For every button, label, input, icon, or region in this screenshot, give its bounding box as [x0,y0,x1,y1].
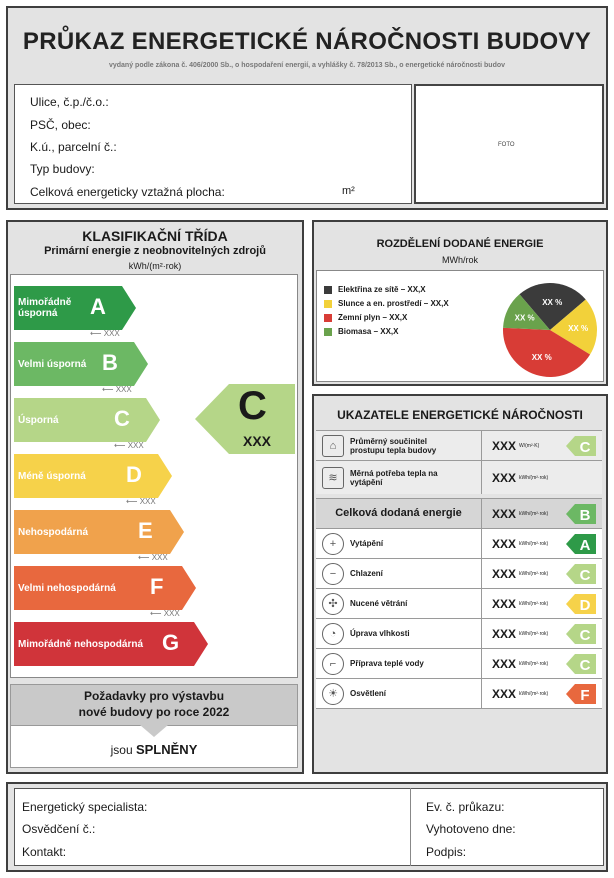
indicator-class-tag [566,436,596,456]
class-name-c: Úsporná [18,414,59,426]
class-threshold-c: ⟵ XXX [114,441,144,450]
indicator-name: Příprava teplé vody [350,659,424,668]
energy-split-unit: MWh/rok [442,255,478,265]
tap-icon: ⌐ [322,653,344,675]
indicator-value: XXX [492,656,517,671]
indicator-class-tag [566,654,596,674]
house-icon: ⌂ [322,435,344,457]
class-arrow-a [14,286,136,330]
class-letter-a: A [90,294,106,319]
class-arrow-b [14,342,148,386]
fan-icon: ✣ [322,593,344,615]
page-title: PRŮKAZ ENERGETICKÉ NÁROČNOSTI BUDOVY [22,28,592,55]
classification-unit: kWh/(m²·rok) [128,261,182,271]
svg-text:C: C [579,439,591,456]
indicator-row [316,618,602,648]
indicators-title: UKAZATELE ENERGETICKÉ NÁROČNOSTI [337,408,583,422]
indicator-row [316,588,602,618]
ku-label: K.ú., parcelní č.: [30,140,117,154]
indicator-class-tag [566,684,596,704]
heat-icon: ≋ [322,467,344,489]
area-label: Celková energeticky vztažná plocha: [30,185,225,199]
indicator-unit: kWh/(m²·rok) [519,570,549,577]
street-label: Ulice, č.p./č.o.: [30,95,109,109]
requirement-result-prefix: jsou [110,743,133,757]
registration-label: Ev. č. průkazu: [426,800,505,814]
legend-label: Biomasa – XX,X [338,327,399,336]
pie-slice-label: XX % [542,297,563,307]
bulb-icon: ☀ [322,683,344,705]
classification-title: KLASIFIKAČNÍ TŘÍDA [82,228,228,244]
class-letter-e: E [138,518,153,543]
indicator-name: Celková dodaná energie [335,507,462,519]
class-threshold-e: ⟵ XXX [138,553,168,562]
indicator-unit: kWh/(m²·rok) [519,690,549,697]
current-class-letter: C [238,384,267,428]
certificate-label: Osvědčení č.: [22,822,96,836]
issued-date-label: Vyhotoveno dne: [426,822,516,836]
class-name-a: Mimořádně úsporná [18,297,72,319]
legend-swatch [324,314,332,322]
class-threshold-a: ⟵ XXX [90,329,120,338]
thermometer-icon: + [322,533,344,555]
indicator-unit: kWh/(m²·rok) [519,660,549,667]
svg-text:B: B [579,507,591,524]
class-letter-f: F [150,574,164,599]
contact-label: Kontakt: [22,845,67,859]
indicator-row [316,498,602,528]
indicator-row [316,648,602,678]
indicator-name: Osvětlení [350,689,387,698]
page-subtitle: vydaný podle zákona č. 406/2000 Sb., o hospodaření energií, a vyhlášky č. 78/2013 Sb., o energetické náročnosti budov [108,62,506,69]
indicator-value: XXX [492,470,517,485]
indicator-name: Vytápění [350,539,384,548]
class-threshold-f: ⟵ XXX [150,609,180,618]
humidity-icon: ◔ [322,623,344,645]
signature-label: Podpis: [426,845,467,859]
indicator-name: Měrná potřeba tepla na vytápění [350,468,438,487]
pie-slice-label: XX % [568,323,589,333]
svg-text:C: C [579,567,591,584]
requirement-result-value: SPLNĚNY [135,742,198,757]
current-class-value: XXX [243,433,272,449]
requirement-line2: nové budovy po roce 2022 [78,705,230,719]
requirement-line1: Požadavky pro výstavbu [83,689,225,703]
indicator-unit: kWh/(m²·rok) [519,474,549,481]
indicator-row [316,430,602,460]
indicator-unit: kWh/(m²·rok) [519,540,549,547]
indicator-value: XXX [492,626,517,641]
pie-slice-label: XX % [514,313,535,323]
class-letter-c: C [114,406,130,431]
class-arrow-g [14,622,208,666]
class-name-d: Méně úsporná [18,470,86,482]
footer-divider [410,788,411,866]
requirement-result [10,742,298,757]
specialist-label: Energetický specialista: [22,800,148,814]
indicator-class-tag [566,564,596,584]
class-arrow-c [14,398,160,442]
class-arrow-d [14,454,172,498]
class-threshold-d: ⟵ XXX [126,497,156,506]
classification-subtitle: Primární energie z neobnovitelných zdrojů [44,245,266,257]
building-type-label: Typ budovy: [30,162,95,176]
indicator-value: XXX [492,686,517,701]
energy-split-title: ROZDĚLENÍ DODANÉ ENERGIE [376,238,544,250]
indicator-name: Chlazení [350,569,383,578]
indicator-value: XXX [492,536,517,551]
class-letter-g: G [162,630,180,655]
indicator-row [316,678,602,708]
indicator-name: Nucené větrání [350,599,408,608]
indicator-value: XXX [492,566,517,581]
indicator-unit: kWh/(m²·rok) [519,510,549,517]
legend-label: Elektřina ze sítě – XX,X [338,285,426,294]
class-name-g: Mimořádně nehospodárná [18,638,144,650]
photo-label: FOTO [498,142,515,148]
class-arrow-f [14,566,196,610]
indicator-value: XXX [492,506,517,521]
indicator-unit: W/(m²·K) [519,442,540,449]
indicator-row [316,558,602,588]
class-name-e: Nehospodárná [18,526,89,538]
class-letter-b: B [102,350,118,375]
indicator-row [316,528,602,558]
class-name-b: Velmi úsporná [18,358,87,370]
svg-text:C: C [579,657,591,674]
indicators-bottom-border [316,708,602,709]
svg-text:D: D [579,597,591,614]
indicator-value: XXX [492,596,517,611]
svg-text:F: F [580,687,590,704]
indicator-value: XXX [492,438,517,453]
pie-slice-label: XX % [531,352,552,362]
indicator-class-tag [566,534,596,554]
legend-swatch [324,328,332,336]
legend-label: Zemní plyn – XX,X [338,313,408,322]
indicator-class-tag [566,624,596,644]
class-threshold-b: ⟵ XXX [102,385,132,394]
indicator-name: Úprava vlhkosti [350,629,410,638]
indicator-row [316,460,602,494]
requirement-pointer [140,725,168,737]
legend-swatch [324,300,332,308]
psc-label: PSČ, obec: [30,118,91,132]
legend-label: Slunce a en. prostředí – XX,X [338,299,449,308]
svg-text:A: A [579,537,591,554]
class-name-f: Velmi nehospodárná [18,582,116,594]
svg-text:C: C [579,627,591,644]
class-arrow-e [14,510,184,554]
indicator-class-tag [566,594,596,614]
class-letter-d: D [126,462,142,487]
area-unit: m² [342,185,355,197]
legend-swatch [324,286,332,294]
indicator-name: Průměrný součinitel prostupu tepla budovy [350,436,437,455]
energy-pie-chart [500,282,600,378]
indicator-unit: kWh/(m²·rok) [519,630,549,637]
indicator-unit: kWh/(m²·rok) [519,600,549,607]
cooling-icon: − [322,563,344,585]
indicator-class-tag [566,504,596,524]
